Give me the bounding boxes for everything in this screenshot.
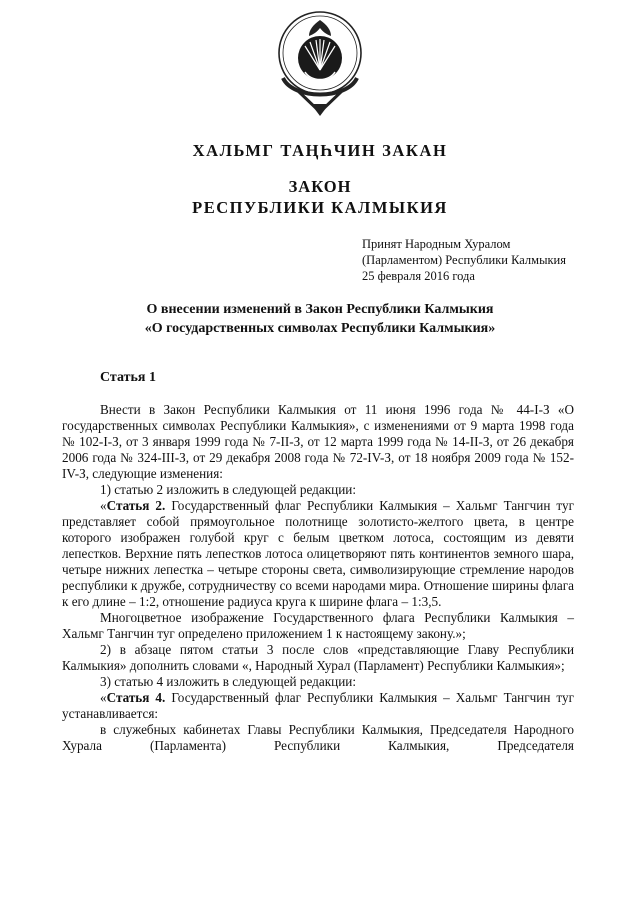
paragraph-text: Государственный флаг Республики Калмыкия – Хальмг Тангчин туг устанавливается: [62, 690, 574, 721]
article-heading: Статья 1 [100, 370, 156, 385]
title-republic: РЕСПУБЛИКИ КАЛМЫКИЯ [192, 198, 448, 217]
article-ref: Статья 4. [106, 690, 166, 705]
paragraph: в служебных кабинетах Главы Республики Калмыкия, Председателя Народного Хурала (Парламента) Республики Калмыкия, Председателя [62, 722, 574, 753]
quote-mark: « [100, 690, 107, 705]
article-ref: Статья 2. [106, 498, 166, 513]
adoption-date: 25 февраля 2016 года [362, 269, 475, 283]
paragraph: 1) статью 2 изложить в следующей редакции: [100, 482, 356, 497]
coat-of-arms-emblem [275, 8, 365, 118]
subject-line: «О государственных символах Республики Калмыкия» [144, 321, 496, 336]
paragraph: 3) статью 4 изложить в следующей редакции: [100, 674, 356, 689]
paragraph: 2) в абзаце пятом статьи 3 после слов «представляющие Главу Республики Калмыкия» дополнить словами «, Народный Хурал (Парламент) Республики Калмыкия»; [62, 642, 574, 673]
quote-mark: « [100, 498, 107, 513]
paragraph [62, 690, 574, 722]
adoption-line: (Парламентом) Республики Калмыкия [362, 253, 566, 267]
paragraph [62, 498, 574, 610]
title-law: ЗАКОН [288, 177, 352, 196]
paragraph-text: Государственный флаг Республики Калмыкия – Хальмг Тангчин туг представляет собой прямоугольное полотнище золотисто-желтого цвета, в центре которого изображен голубой круг с белым цветком лотоса, состоящим из девяти лепестков. Верхние пять лепестков лотоса олицетворяют пять континентов земного шара, четыре нижних лепестка – четыре стороны света, символизирующие стремление народов республики к дружбе, сотрудничеству со всеми народами мира. Отношение ширины флага к его длине – 1:2, отношение радиуса круга к ширине флага – 1:3,5. [62, 498, 574, 609]
adoption-note [362, 236, 566, 284]
paragraph: Внести в Закон Республики Калмыкия от 11 июня 1996 года № 44-I-З «О государственных символах Республики Калмыкия», с изменениями от 9 марта 1998 года № 102-I-З, от 3 января 1999 года № 7-II-З, от 12 марта 1999 года № 14-II-З, от 26 декабря 2006 года № 324-III-З, от 29 декабря 2008 года № 72-IV-З, от 18 ноября 2009 года № 152-IV-З, следующие изменения: [62, 402, 574, 481]
article-body [62, 402, 574, 754]
adoption-line: Принят Народным Хуралом [362, 237, 511, 251]
paragraph: Многоцветное изображение Государственного флага Республики Калмыкия – Хальмг Тангчин туг определено приложением 1 к настоящему закону.»; [62, 610, 574, 641]
subject-line: О внесении изменений в Закон Республики Калмыкия [146, 302, 494, 317]
title-kalmyk: ХАЛЬМГ ТАҢҺЧИН ЗАКАН [192, 141, 448, 160]
law-subject [0, 300, 640, 338]
